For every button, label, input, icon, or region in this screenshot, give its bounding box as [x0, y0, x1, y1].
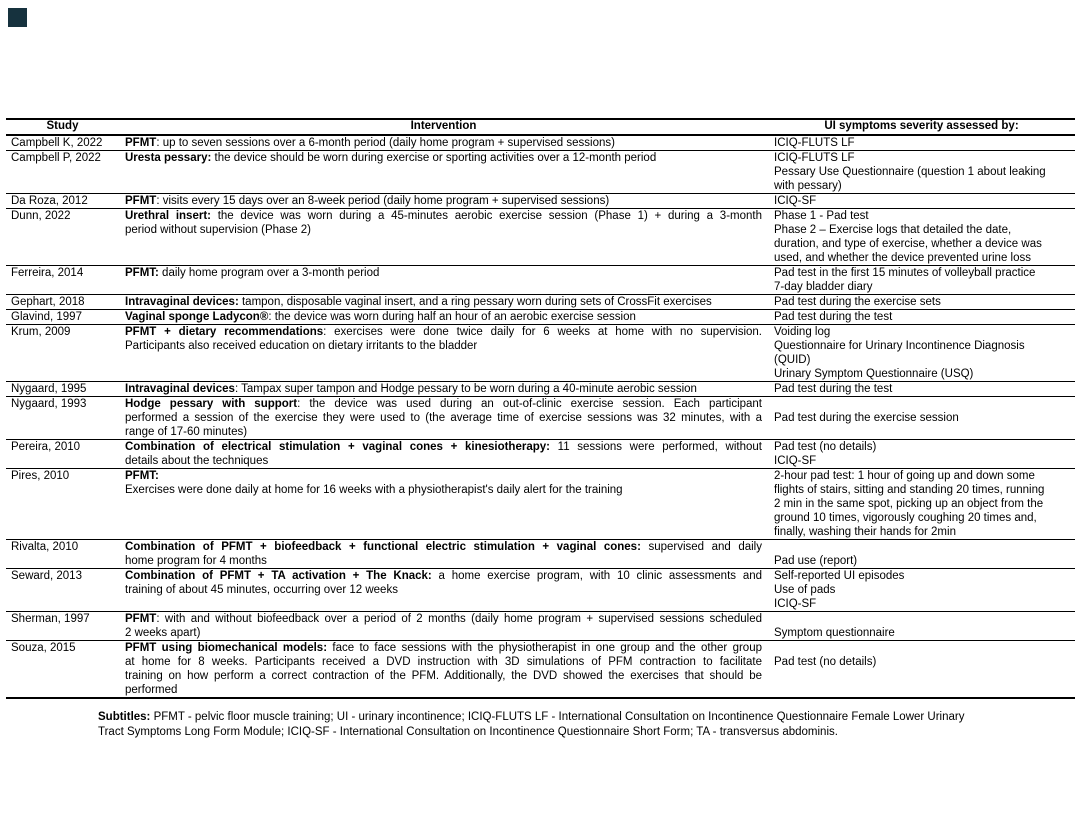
table-row — [6, 381, 1075, 396]
intervention-line — [125, 469, 762, 483]
intervention-line: PFMT + dietary recommendations: exercises were done twice daily for 6 weeks at home with no supervision. — [125, 326, 762, 338]
assessed-item: Pad test during the exercise session — [774, 412, 959, 424]
study-cell: Gephart, 2018 — [11, 296, 85, 308]
intervention-line: PFMT using biomechanical models: face to face sessions with the physiotherapist in one group and the other group — [125, 642, 762, 654]
study-cell: Dunn, 2022 — [11, 210, 71, 222]
assessed-item: 7-day bladder diary — [774, 281, 873, 293]
assessed-cell — [768, 209, 1075, 265]
assessed-item: Pad test during the test — [774, 311, 893, 323]
table-row — [6, 568, 1075, 611]
table-row — [6, 150, 1075, 193]
intervention-line: 2 weeks apart) — [125, 627, 201, 639]
col-header-study: Study — [46, 120, 79, 132]
intervention-line: details about the techniques — [125, 455, 269, 467]
table-row — [6, 439, 1075, 468]
table-header-row — [6, 120, 1075, 136]
intervention-cell — [119, 266, 768, 294]
table-row — [6, 640, 1075, 697]
intervention-line: Combination of PFMT + TA activation + The Knack: a home exercise program, with 10 clinic assessments and — [125, 570, 763, 582]
assessed-item: Use of pads — [774, 584, 836, 596]
intervention-label: Uresta pessary: — [125, 152, 212, 164]
corner-marker — [8, 8, 27, 27]
assessed-item: ICIQ-FLUTS LF — [774, 152, 855, 164]
assessed-cell — [768, 440, 1075, 468]
intervention-line: Exercises were done daily at home for 16 weeks with a physiotherapist's daily alert for the training — [125, 484, 623, 496]
intervention-label: PFMT using biomechanical models: — [125, 642, 328, 654]
table-row — [6, 136, 1075, 150]
intervention-label: PFMT — [125, 613, 157, 625]
intervention-cell — [119, 325, 768, 381]
assessed-item: Self-reported UI episodes — [774, 570, 905, 582]
study-cell: Pires, 2010 — [11, 470, 70, 482]
intervention-line: PFMT: up to seven sessions over a 6-month period (daily home program + supervised sessions) — [125, 137, 615, 149]
table-row — [6, 324, 1075, 381]
intervention-line: Intravaginal devices: Tampax super tampon and Hodge pessary to be worn during a 40-minute aerobic session — [125, 383, 697, 395]
intervention-line: PFMT: daily home program over a 3-month period — [125, 267, 380, 279]
intervention-line: Participants also received education on dietary irritants to the bladder — [125, 340, 478, 352]
intervention-cell — [119, 612, 768, 640]
intervention-label: PFMT + dietary recommendations — [125, 326, 324, 338]
assessed-item: Questionnaire for Urinary Incontinence Diagnosis (QUID) — [774, 340, 1025, 366]
footnote-line: Subtitles: PFMT - pelvic floor muscle training; UI - urinary incontinence; ICIQ-FLUTS LF - International Consultation on Incontinence Questionnaire Female Lower Urinary — [98, 711, 965, 723]
intervention-line: period without supervision (Phase 2) — [125, 224, 312, 236]
study-cell: Krum, 2009 — [11, 326, 71, 338]
intervention-line: at home for 8 weeks. Participants received a DVD instruction with 3D simulations of PFM contraction to facilitate — [125, 656, 762, 668]
intervention-line: Intravaginal devices: tampon, disposable vaginal insert, and a ring pessary worn during sets of CrossFit exercises — [125, 296, 712, 308]
assessed-item: Voiding log — [774, 326, 831, 338]
table-row — [6, 309, 1075, 324]
assessed-item: ICIQ-SF — [774, 195, 817, 207]
assessed-item: 2-hour pad test: 1 hour of going up and down some flights of stairs, sitting and standing 20 times, running 2 min in the same spot, picking up an object from the ground 10 times, vigorously coughing 20 times and, finally, washing their hands for 2min — [774, 470, 1045, 538]
assessed-item: ICIQ-FLUTS LF — [774, 137, 855, 149]
table-row — [6, 193, 1075, 208]
intervention-line: performed — [125, 684, 178, 696]
intervention-line: training on how perform a correct contraction of the PFM. Additionally, the DVD showed the exercises that should be — [125, 670, 762, 682]
assessed-item: Pessary Use Questionnaire (question 1 about leaking with pessary) — [774, 166, 1046, 192]
assessed-item: Symptom questionnaire — [774, 627, 895, 639]
table-row — [6, 294, 1075, 309]
study-cell: Glavind, 1997 — [11, 311, 82, 323]
intervention-cell — [119, 569, 768, 611]
assessed-item: ICIQ-SF — [774, 455, 817, 467]
intervention-label: Combination of PFMT + biofeedback + functional electric stimulation + vaginal cones: — [125, 541, 641, 553]
assessed-item: Urinary Symptom Questionnaire (USQ) — [774, 368, 974, 380]
study-cell: Nygaard, 1995 — [11, 383, 87, 395]
assessed-cell — [768, 641, 1075, 697]
assessed-item: Phase 1 - Pad test — [774, 210, 869, 222]
study-cell: Pereira, 2010 — [11, 441, 81, 453]
intervention-cell — [119, 641, 768, 697]
intervention-line: Combination of PFMT + biofeedback + functional electric stimulation + vaginal cones: supervised and daily — [125, 541, 762, 553]
intervention-label: PFMT — [125, 195, 157, 207]
intervention-label: Vaginal sponge Ladycon® — [125, 311, 269, 323]
study-cell: Souza, 2015 — [11, 642, 76, 654]
table-row — [6, 539, 1075, 568]
footnote-label: Subtitles: — [98, 711, 154, 723]
intervention-line: Combination of electrical stimulation + vaginal cones + kinesiotherapy: 11 sessions were performed, without — [125, 441, 762, 453]
study-cell: Seward, 2013 — [11, 570, 82, 582]
intervention-cell — [119, 136, 768, 150]
intervention-line: Vaginal sponge Ladycon®: the device was worn during half an hour of an aerobic exercise session — [125, 311, 636, 323]
study-cell: Campbell K, 2022 — [11, 137, 103, 149]
intervention-cell — [119, 440, 768, 468]
table-row — [6, 396, 1075, 439]
intervention-cell — [119, 382, 768, 396]
intervention-line: training of about 45 minutes, occurring over 12 weeks — [125, 584, 398, 596]
assessed-cell — [768, 151, 1075, 193]
intervention-label: Combination of electrical stimulation + vaginal cones + kinesiotherapy: — [125, 441, 550, 453]
intervention-label: PFMT: — [125, 470, 159, 482]
intervention-line: PFMT: visits every 15 days over an 8-week period (daily home program + supervised sessions) — [125, 195, 610, 207]
study-cell: Ferreira, 2014 — [11, 267, 84, 279]
footnote-line: Tract Symptoms Long Form Module; ICIQ-SF - International Consultation on Incontinence Questionnaire Short Form; TA - transversus abdominis. — [98, 726, 838, 738]
intervention-line: PFMT: with and without biofeedback over a period of 2 months (daily home program + supervised sessions scheduled — [125, 613, 762, 625]
col-header-assessed-by: UI symptoms severity assessed by: — [824, 120, 1019, 132]
assessed-cell — [768, 310, 1075, 324]
assessed-item: ICIQ-SF — [774, 598, 817, 610]
assessed-cell — [768, 382, 1075, 396]
assessed-item: Pad test (no details) — [774, 656, 877, 668]
col-header-intervention: Intervention — [410, 120, 477, 132]
assessed-cell — [768, 325, 1075, 381]
study-cell: Nygaard, 1993 — [11, 398, 87, 410]
assessed-item: Pad use (report) — [774, 555, 858, 567]
intervention-cell — [119, 540, 768, 568]
intervention-cell — [119, 397, 768, 439]
assessed-cell — [768, 540, 1075, 568]
intervention-line: Urethral insert: the device was worn during a 45-minutes aerobic exercise session (Phase 1) + during a 3-month — [125, 210, 762, 222]
study-cell: Da Roza, 2012 — [11, 195, 88, 207]
assessed-item: Pad test (no details) — [774, 441, 877, 453]
assessed-cell — [768, 136, 1075, 150]
table-body — [6, 136, 1075, 697]
assessed-item: Pad test during the exercise sets — [774, 296, 941, 308]
assessed-item: Pad test during the test — [774, 383, 893, 395]
assessed-cell — [768, 266, 1075, 294]
study-cell: Sherman, 1997 — [11, 613, 90, 625]
intervention-cell — [119, 310, 768, 324]
intervention-line: Hodge pessary with support: the device was used during an out-of-clinic exercise session. Each participant — [125, 398, 763, 410]
intervention-line: Uresta pessary: the device should be worn during exercise or sporting activities over a 12-month period — [125, 152, 657, 164]
intervention-label: Combination of PFMT + TA activation + The Knack: — [125, 570, 432, 582]
intervention-line: performed a session of the exercise they were used to (the average time of exercise sessions was 32 minutes, with a — [125, 412, 762, 424]
assessed-cell — [768, 194, 1075, 208]
assessed-cell — [768, 469, 1075, 539]
intervention-label: Hodge pessary with support — [125, 398, 298, 410]
intervention-label: PFMT — [125, 137, 157, 149]
assessed-item: Pad test in the first 15 minutes of volleyball practice — [774, 267, 1036, 279]
intervention-cell — [119, 209, 768, 265]
intervention-cell — [119, 194, 768, 208]
table-row — [6, 611, 1075, 640]
assessed-cell — [768, 612, 1075, 640]
table-row — [6, 208, 1075, 265]
interventions-table — [6, 118, 1075, 699]
assessed-cell — [768, 569, 1075, 611]
intervention-cell — [119, 469, 768, 539]
intervention-cell — [119, 151, 768, 193]
assessed-item: Phase 2 – Exercise logs that detailed the date, duration, and type of exercise, whether a device was used, and whether the device prevented urine loss — [774, 224, 1042, 264]
study-cell: Rivalta, 2010 — [11, 541, 79, 553]
table-row — [6, 468, 1075, 539]
intervention-label: Urethral insert: — [125, 210, 211, 222]
study-cell: Campbell P, 2022 — [11, 152, 101, 164]
intervention-label: PFMT: — [125, 267, 159, 279]
intervention-label: Intravaginal devices: — [125, 296, 239, 308]
assessed-cell — [768, 397, 1075, 439]
intervention-cell — [119, 295, 768, 309]
assessed-cell — [768, 295, 1075, 309]
intervention-line: home program for 4 months — [125, 555, 267, 567]
intervention-line: range of 17-60 minutes) — [125, 426, 248, 438]
table-footnote — [98, 710, 1038, 740]
intervention-label: Intravaginal devices — [125, 383, 235, 395]
table-row — [6, 265, 1075, 294]
